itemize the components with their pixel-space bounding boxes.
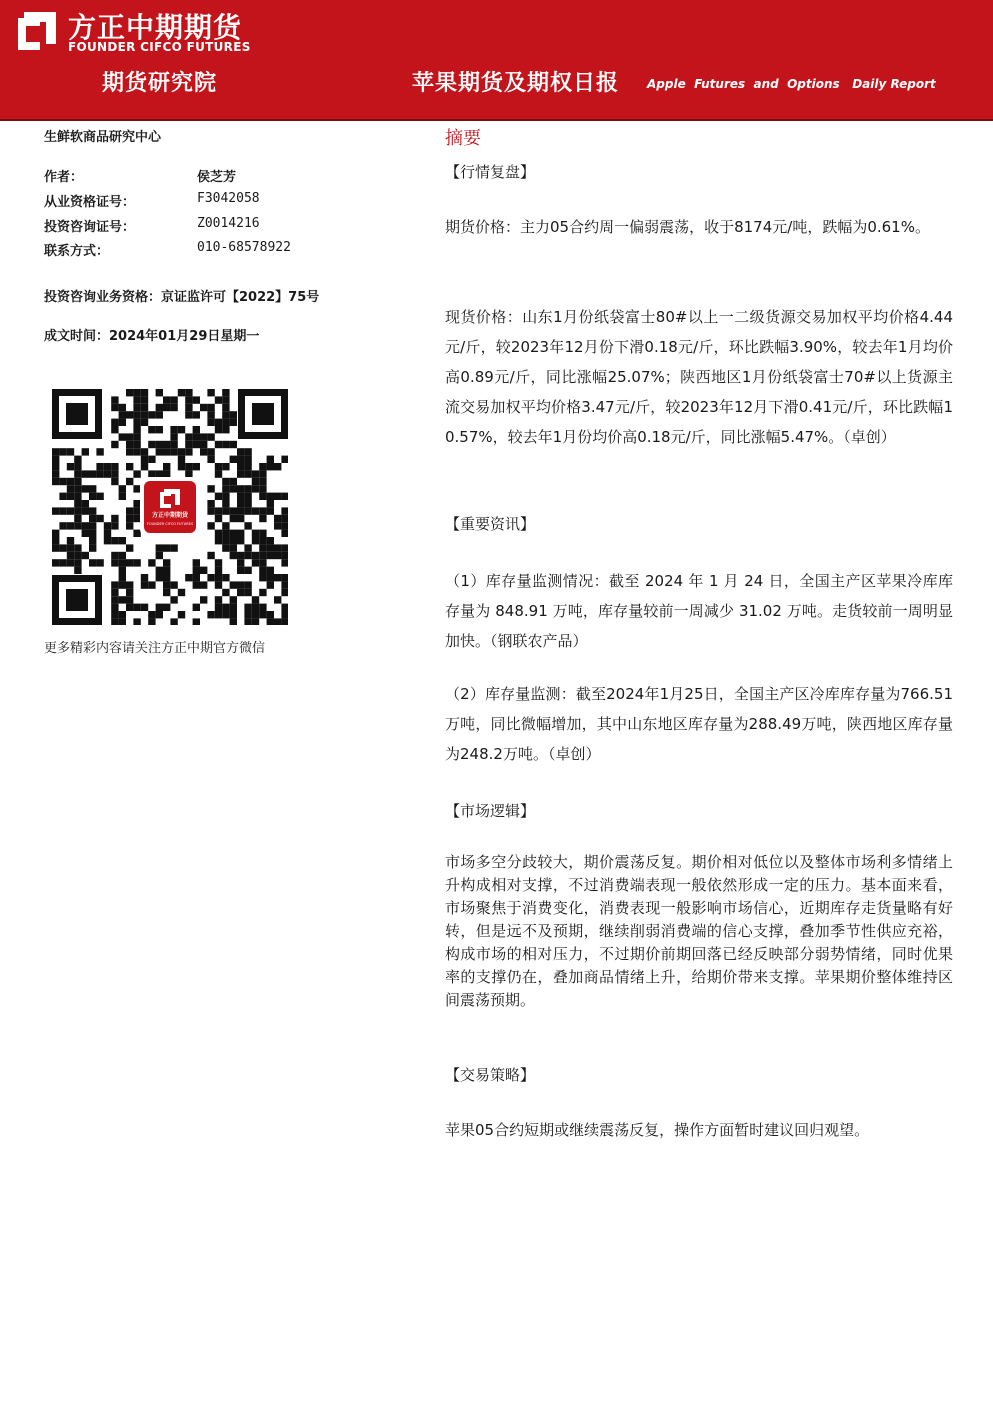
news-item-1: （1）库存量监测情况：截至 2024 年 1 月 24 日，全国主产区苹果冷库库存量为 848.91 万吨，库存量较前一周减少 31.02 万吨。走货较前一周明显加快。（钢联农产品） [445,572,953,650]
license-number: F3042058 [197,191,260,206]
logo-cn: 方正中期期货 [68,11,243,44]
abstract-title: 摘要 [445,128,481,149]
section-key-news: 【重要资讯】 [445,515,536,533]
header-band [0,0,993,119]
spot-price-paragraph: 现货价格：山东1月份纸袋富士80#以上一二级货源交易加权平均价格4.44元/斤，较2023年12月份下滑0.18元/斤，环比跌幅3.90%，较去年1月均价高0.89元/斤，同比涨幅25.07%；陕西地区1月份纸袋富士70#以上货源主流交易加权平均价格3.47元/斤，较2023年12月下滑0.41元/斤，环比跌幅10.57%，较去年1月份均价高0.18元/斤，同比涨幅5.47%。（卓创） [445,308,953,446]
research-center: 生鲜软商品研究中心 [44,130,162,145]
section-strategy: 【交易策略】 [445,1066,536,1084]
futures-price-paragraph: 期货价格：主力05合约周一偏弱震荡，收于8174元/吨，跌幅为0.61%。 [445,218,930,236]
written-date: 成文时间：2024年01月29日星期一 [44,329,260,344]
advisory-label: 投资咨询证号： [44,220,136,235]
author-label: 作者： [44,170,84,185]
founder-logo-icon [16,10,58,52]
svg-text:FOUNDER CIFCO FUTURES: FOUNDER CIFCO FUTURES [146,522,194,526]
section-market-review: 【行情复盘】 [445,163,536,181]
strategy-paragraph: 苹果05合约短期或继续震荡反复，操作方面暂时建议回归观望。 [445,1121,870,1139]
section-market-logic: 【市场逻辑】 [445,802,536,820]
news-item-2: （2）库存量监测：截至2024年1月25日，全国主产区冷库库存量为766.51万吨，同比微幅增加，其中山东地区库存量为288.49万吨，陕西地区库存量为248.2万吨。（卓创） [445,685,953,763]
header-divider [0,119,993,121]
department-title: 期货研究院 [102,71,218,96]
advisory-number: Z0014216 [197,216,260,231]
svg-text:方正中期期货: 方正中期期货 [151,512,189,519]
author-name: 侯芝芳 [197,170,237,185]
report-title: 苹果期货及期权日报 [412,71,620,96]
qr-caption: 更多精彩内容请关注方正中期官方微信 [44,641,266,656]
contact-phone: 010-68578922 [197,240,291,255]
wechat-qr-code[interactable] [52,389,288,625]
contact-label: 联系方式： [44,244,110,259]
qualification-line: 投资咨询业务资格：京证监许可【2022】75号 [44,290,320,305]
license-label: 从业资格证号： [44,195,136,210]
market-logic-paragraph: 市场多空分歧较大，期价震荡反复。期价相对低位以及整体市场利多情绪上升构成相对支撑，不过消费端表现一般依然形成一定的压力。基本面来看，市场聚焦于消费变化，消费表现一般影响市场信心，近期库存走货量略有好转，但是远不及预期，继续削弱消费端的信心支撑，叠加季节性供应充裕，构成市场的相对压力，不过期价前期回落已经反映部分弱势情绪，同时优果率的支撑仍在，叠加商品情绪上升，给期价带来支撑。苹果期价整体维持区间震荡预期。 [445,853,953,1009]
logo-en: FOUNDER CIFCO FUTURES [68,40,251,54]
report-title-en: Apple Futures and Options Daily Report [647,77,936,91]
